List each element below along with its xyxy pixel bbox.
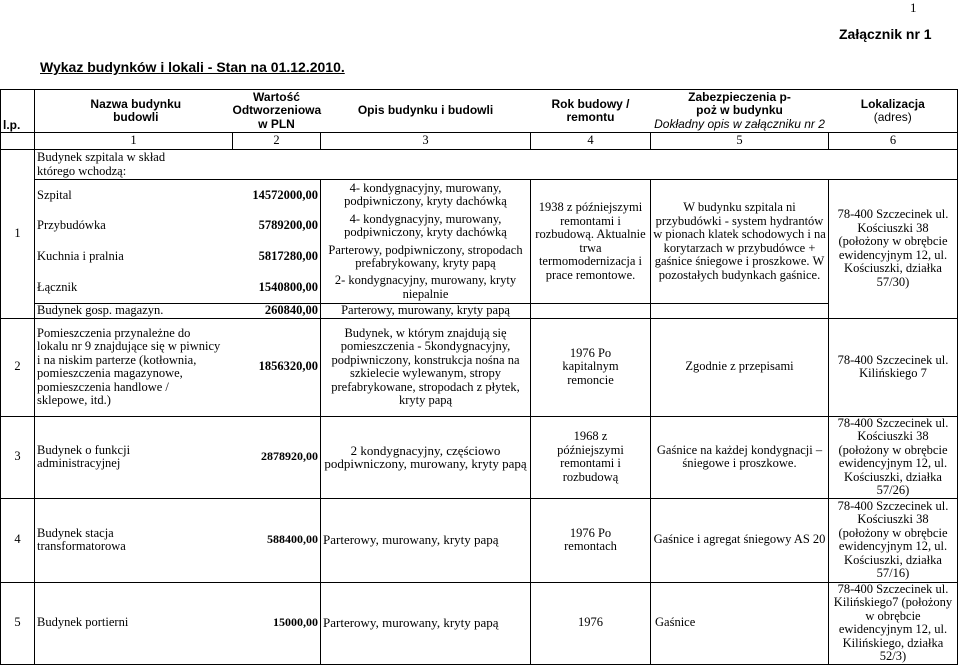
header-loc [829, 90, 958, 133]
row5-name: Budynek portierni [35, 582, 233, 664]
table-row [1, 180, 958, 211]
header-row [1, 90, 958, 133]
row5-desc: Parterowy, murowany, kryty papą [321, 582, 531, 664]
row2-desc: Budynek, w którym znajdują się pomieszczenia - 5kondygnacyjny, podpiwniczony, konstrukcja nośna na szkielecie wylewanym, stropy prefabrykowane, stropodach z płytek, kryty papą [321, 318, 531, 416]
row4-value: 588400,00 [233, 498, 321, 582]
row5-location: 78-400 Szczecinek ul. Kilińskiego7 (położony w obrębcie ewidencyjnym 12, ul. Kilińskiego, działka 52/3) [829, 582, 958, 664]
row5-value: 15000,00 [233, 582, 321, 664]
header-fire [651, 90, 829, 133]
header-desc: Opis budynku i budowli [321, 90, 531, 133]
header-loc-title: Lokalizacja [860, 96, 925, 111]
row1-item-desc: Parterowy, podpiwniczony, stropodach prefabrykowany, kryty papą [321, 242, 531, 273]
col-number: 3 [321, 133, 531, 150]
row4-location: 78-400 Szczecinek ul. Kościuszki 38 (położony w obrębcie ewidencyjnym 12, ul. Kościuszki, działka 57/16) [829, 498, 958, 582]
header-value: Wartość Odtworzeniowa w PLN [232, 89, 322, 131]
row1-item-name: Kuchnia i pralnia [35, 242, 233, 273]
row3-desc: 2 kondygnacyjny, częściowo podpiwniczony, murowany, kryty papą [321, 416, 531, 498]
row1-year: 1938 z późniejszymi remontami i rozbudową. Aktualnie trwa termomodernizacja i prace remontowe. [531, 180, 651, 304]
row1-item-value: 260840,00 [233, 304, 321, 319]
row1-item-desc: 2- kondygnacyjny, murowany, kryty niepalnie [321, 273, 531, 304]
row1-item-desc: Parterowy, murowany, kryty papą [321, 304, 531, 319]
row3-fire: Gaśnice na każdej kondygnacji – śniegowe i proszkowe. [651, 416, 829, 498]
row5-fire: Gaśnice [651, 582, 829, 664]
header-loc-sub: (adres) [873, 110, 912, 124]
row1-item-value: 14572000,00 [233, 180, 321, 211]
row1-item-name: Szpital [35, 180, 233, 211]
col-number: 5 [651, 133, 829, 150]
header-lp: l.p. [1, 90, 35, 133]
header-name: Nazwa budynku budowli [35, 90, 233, 133]
row2-name: Pomieszczenia przynależne do lokalu nr 9 znajdujące się w piwnicy i na niskim parterze (kotłownia, pomieszczenia magazynowe, pomieszczenia handlowe / sklepowe, itd.) [35, 318, 233, 416]
table-row [1, 150, 958, 180]
col-number: 6 [829, 133, 958, 150]
header-year: Rok budowy / remontu [531, 90, 651, 133]
row1-fire: W budynku szpitala ni przybudówki - system hydrantów w pionach klatek schodowych i na korytarzach w przybudówce + gaśnice śniegowe i proszkowe. W pozostałych budynkach gaśnice. [651, 180, 829, 304]
table-row [1, 582, 958, 664]
row3-name: Budynek o funkcji administracyjnej [35, 416, 233, 498]
row4-name: Budynek stacja transformatorowa [35, 498, 233, 582]
col-number: 2 [233, 133, 321, 150]
annex-label: Załącznik nr 1 [839, 26, 932, 42]
row1-item-name: Przybudówka [35, 211, 233, 242]
row-lp: 3 [1, 416, 35, 498]
table-row [1, 318, 958, 416]
row-lp: 5 [1, 582, 35, 664]
row2-value: 1856320,00 [233, 318, 321, 416]
page-number: 1 [910, 0, 917, 15]
row1-item-value: 5789200,00 [233, 211, 321, 242]
row4-year: 1976 Po remontach [531, 498, 651, 582]
row1-item-name: Budynek gosp. magazyn. [35, 304, 233, 319]
row-lp: 4 [1, 498, 35, 582]
row2-location: 78-400 Szczecinek ul. Kilińskiego 7 [829, 318, 958, 416]
row2-year: 1976 Po kapitalnym remoncie [531, 318, 651, 416]
buildings-table [0, 89, 958, 665]
document-title: Wykaz budynków i lokali - Stan na 01.12.2010. [40, 59, 345, 75]
col-number: 1 [35, 133, 233, 150]
row1-item-desc: 4- kondygnacyjny, murowany, podpiwniczony, kryty dachówką [321, 211, 531, 242]
column-numbers-row [1, 133, 958, 150]
row1-item-desc: 4- kondygnacyjny, murowany, podpiwniczony, kryty dachówką [321, 180, 531, 211]
row1-location: 78-400 Szczecinek ul. Kościuszki 38 (położony w obrębcie ewidencyjnym 12, ul. Kościuszki, działka 57/30) [829, 180, 958, 319]
col-number: 4 [531, 133, 651, 150]
row1-item-value: 1540800,00 [233, 273, 321, 304]
row4-fire: Gaśnice i agregat śniegowy AS 20 [651, 498, 829, 582]
row-lp: 1 [1, 150, 35, 319]
row3-year: 1968 z późniejszymi remontami i rozbudową [531, 416, 651, 498]
row1-item-name: Łącznik [35, 273, 233, 304]
row5-year: 1976 [531, 582, 651, 664]
row1-item-value: 5817280,00 [233, 242, 321, 273]
header-fire-sub: Dokładny opis w załączniku nr 2 [654, 116, 825, 131]
row4-desc: Parterowy, murowany, kryty papą [321, 498, 531, 582]
row1-intro: Budynek szpitala w skład którego wchodzą: [35, 150, 958, 180]
row3-location: 78-400 Szczecinek ul. Kościuszki 38 (położony w obrębcie ewidencyjnym 12, ul. Kościuszki, działka 57/26) [829, 416, 958, 498]
table-row [1, 416, 958, 498]
header-fire-title: Zabezpieczenia p-poż w budynku [688, 89, 791, 118]
table-row [1, 304, 958, 319]
row-lp: 2 [1, 318, 35, 416]
row3-value: 2878920,00 [233, 416, 321, 498]
table-row [1, 498, 958, 582]
row2-fire: Zgodnie z przepisami [651, 318, 829, 416]
